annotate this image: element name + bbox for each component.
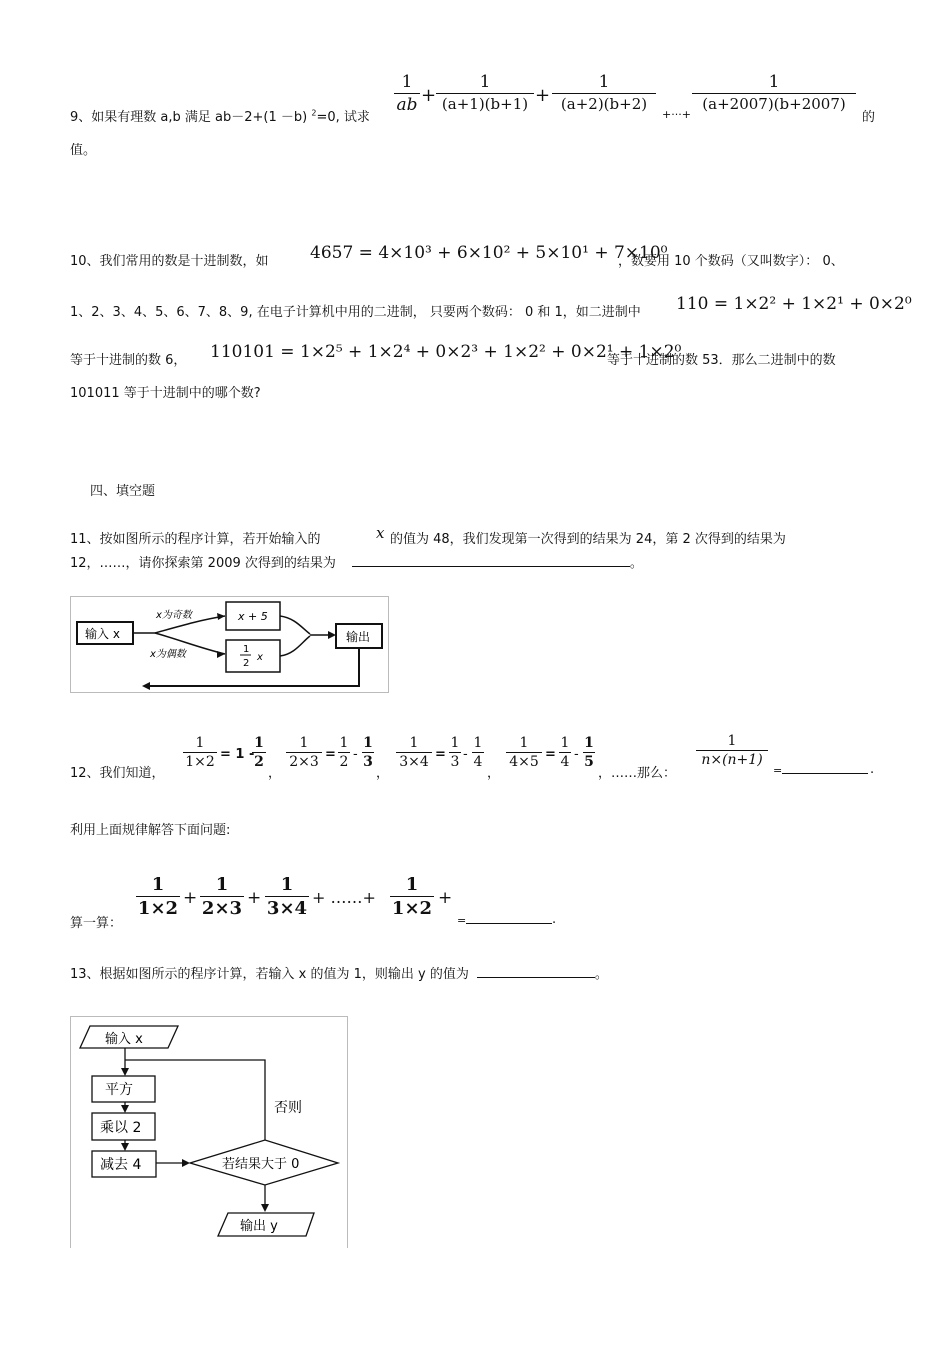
calc-term4: 1 1×2 bbox=[391, 874, 433, 919]
calc-plus-1: + bbox=[183, 888, 198, 908]
q9-term2: 1 (a+1)(b+1) bbox=[436, 72, 534, 113]
q9-dots: +···+ bbox=[662, 108, 691, 121]
flow2-else-label: 否则 bbox=[274, 1100, 302, 1116]
q12-then: ，……那么： bbox=[598, 766, 677, 781]
q11-line2: 12，……，请你探索第 2009 次得到的结果为 。 bbox=[70, 556, 643, 571]
q12-f3-right: 1 4 bbox=[473, 735, 483, 770]
calc-plus-2: + bbox=[247, 888, 262, 908]
q10-line4: 101011 等于十进制中的哪个数? bbox=[70, 386, 261, 401]
calc-end: . bbox=[552, 912, 557, 927]
q9-line2: 值。 bbox=[70, 143, 97, 158]
q10-formula-110: 110 = 1×2² + 1×2¹ + 0×2⁰ bbox=[676, 294, 912, 314]
q12-f3-minus: - bbox=[463, 747, 468, 762]
q12-general-term: 1 n×(n+1) bbox=[696, 733, 768, 768]
q10-line2-a: 1、2、3、4、5、6、7、8、9, 在电子计算机中用的二进制， 只要两个数码： 0 和 1，如二进制中 bbox=[70, 305, 641, 320]
q12-f2-left: 1 2×3 bbox=[286, 735, 322, 770]
flow1-even-den: 2 bbox=[243, 658, 250, 669]
q12-f3-eq: = bbox=[435, 747, 446, 762]
q12-f4-right: 1 5 bbox=[584, 735, 594, 770]
q13-flowchart bbox=[70, 1016, 348, 1248]
flow2-decision-label: 若结果大于 0 bbox=[222, 1157, 300, 1172]
q12-comma-2: ， bbox=[376, 766, 390, 781]
flow2-times2-label: 乘以 2 bbox=[100, 1120, 142, 1136]
calc-term1: 1 1×2 bbox=[137, 874, 179, 919]
q9-term3: 1 (a+2)(b+2) bbox=[552, 72, 656, 113]
q12-f4-eq: = bbox=[545, 747, 556, 762]
q10-line3-b: 等于十进制的数 53．那么二进制中的数 bbox=[607, 353, 836, 368]
q11-line1-b: 的值为 48，我们发现第一次得到的结果为 24，第 2 次得到的结果为 bbox=[390, 532, 786, 547]
q10-formula-4657: 4657 = 4×10³ + 6×10² + 5×10¹ + 7×10⁰ bbox=[310, 243, 668, 263]
calc-dots: + ……+ bbox=[312, 888, 376, 907]
q12-f3-a: 1 3 bbox=[450, 735, 460, 770]
q9-text: 9、如果有理数 a,b 满足 ab－2+(1 －b) $^2$=0, 试求 bbox=[70, 108, 370, 125]
flow2-output-label: 输出 y bbox=[240, 1219, 278, 1234]
q11-line1-a: 11、按如图所示的程序计算，若开始输入的 bbox=[70, 532, 321, 547]
q10-formula-110101: 110101 = 1×2⁵ + 1×2⁴ + 0×2³ + 1×2² + 0×2¹ + 1×2⁰ bbox=[210, 342, 682, 362]
q12-comma-1: ， bbox=[268, 766, 282, 781]
q11-x-symbol: x bbox=[376, 524, 385, 542]
q12-f2-right: 1 3 bbox=[363, 735, 373, 770]
flow1-odd-op: x + 5 bbox=[238, 610, 268, 623]
flow1-even-var: x bbox=[257, 652, 263, 663]
flow2-input-label: 输入 x bbox=[105, 1032, 143, 1047]
calc-plus-last: + bbox=[438, 888, 453, 908]
calc-term2: 1 2×3 bbox=[201, 874, 243, 919]
q12-f4-left: 1 4×5 bbox=[506, 735, 542, 770]
calc-lead: 算一算： bbox=[70, 916, 123, 931]
flow1-even-num: 1 bbox=[243, 644, 250, 655]
q9-plus1: + bbox=[421, 85, 437, 106]
q9-term4: 1 (a+2007)(b+2007) bbox=[692, 72, 856, 113]
flow1-output-label: 输出 bbox=[346, 630, 371, 644]
flow1-even-label: x为偶数 bbox=[150, 649, 186, 660]
q9-de: 的 bbox=[862, 110, 876, 125]
q9-plus2: + bbox=[535, 85, 551, 106]
q11-flowchart bbox=[70, 596, 390, 694]
q12-f2-eq: = bbox=[325, 747, 336, 762]
q10-line1-b: ，数要用 10 个数码（又叫数字）： 0、 bbox=[618, 254, 844, 269]
section-title: 四、填空题 bbox=[90, 484, 156, 499]
calc-term3: 1 3×4 bbox=[266, 874, 308, 919]
flow2-square-label: 平方 bbox=[105, 1082, 133, 1098]
calc-answer: = bbox=[457, 914, 552, 927]
q12-f1-eq: = 1 - bbox=[220, 747, 255, 762]
q12-f2-minus: - bbox=[353, 747, 358, 762]
use-rule-text: 利用上面规律解答下面问题: bbox=[70, 823, 231, 838]
q12-end: . bbox=[870, 762, 875, 777]
q10-line3-a: 等于十进制的数 6， bbox=[70, 353, 187, 368]
q13-text: 13、根据如图所示的程序计算，若输入 x 的值为 1，则输出 y 的值为 。 bbox=[70, 967, 608, 982]
flow1-input-label: 输入 x bbox=[85, 627, 120, 641]
flow1-even-box bbox=[226, 640, 280, 672]
flow2-minus4-label: 减去 4 bbox=[100, 1157, 142, 1173]
q12-answer: = bbox=[773, 764, 868, 777]
flow1-odd-label: x为奇数 bbox=[156, 610, 192, 621]
q9-term1: 1 ab bbox=[394, 72, 420, 115]
q12-lead: 12、我们知道， bbox=[70, 766, 165, 781]
q12-f1-right: 1 2 bbox=[252, 735, 266, 770]
q12-f4-a: 1 4 bbox=[560, 735, 570, 770]
q12-f4-minus: - bbox=[574, 747, 579, 762]
q12-f1-left: 1 1×2 bbox=[183, 735, 217, 770]
q10-line1-a: 10、我们常用的数是十进制数，如 bbox=[70, 254, 269, 269]
q12-f2-a: 1 2 bbox=[339, 735, 349, 770]
q12-comma-3: ， bbox=[487, 766, 501, 781]
q12-f3-left: 1 3×4 bbox=[396, 735, 432, 770]
